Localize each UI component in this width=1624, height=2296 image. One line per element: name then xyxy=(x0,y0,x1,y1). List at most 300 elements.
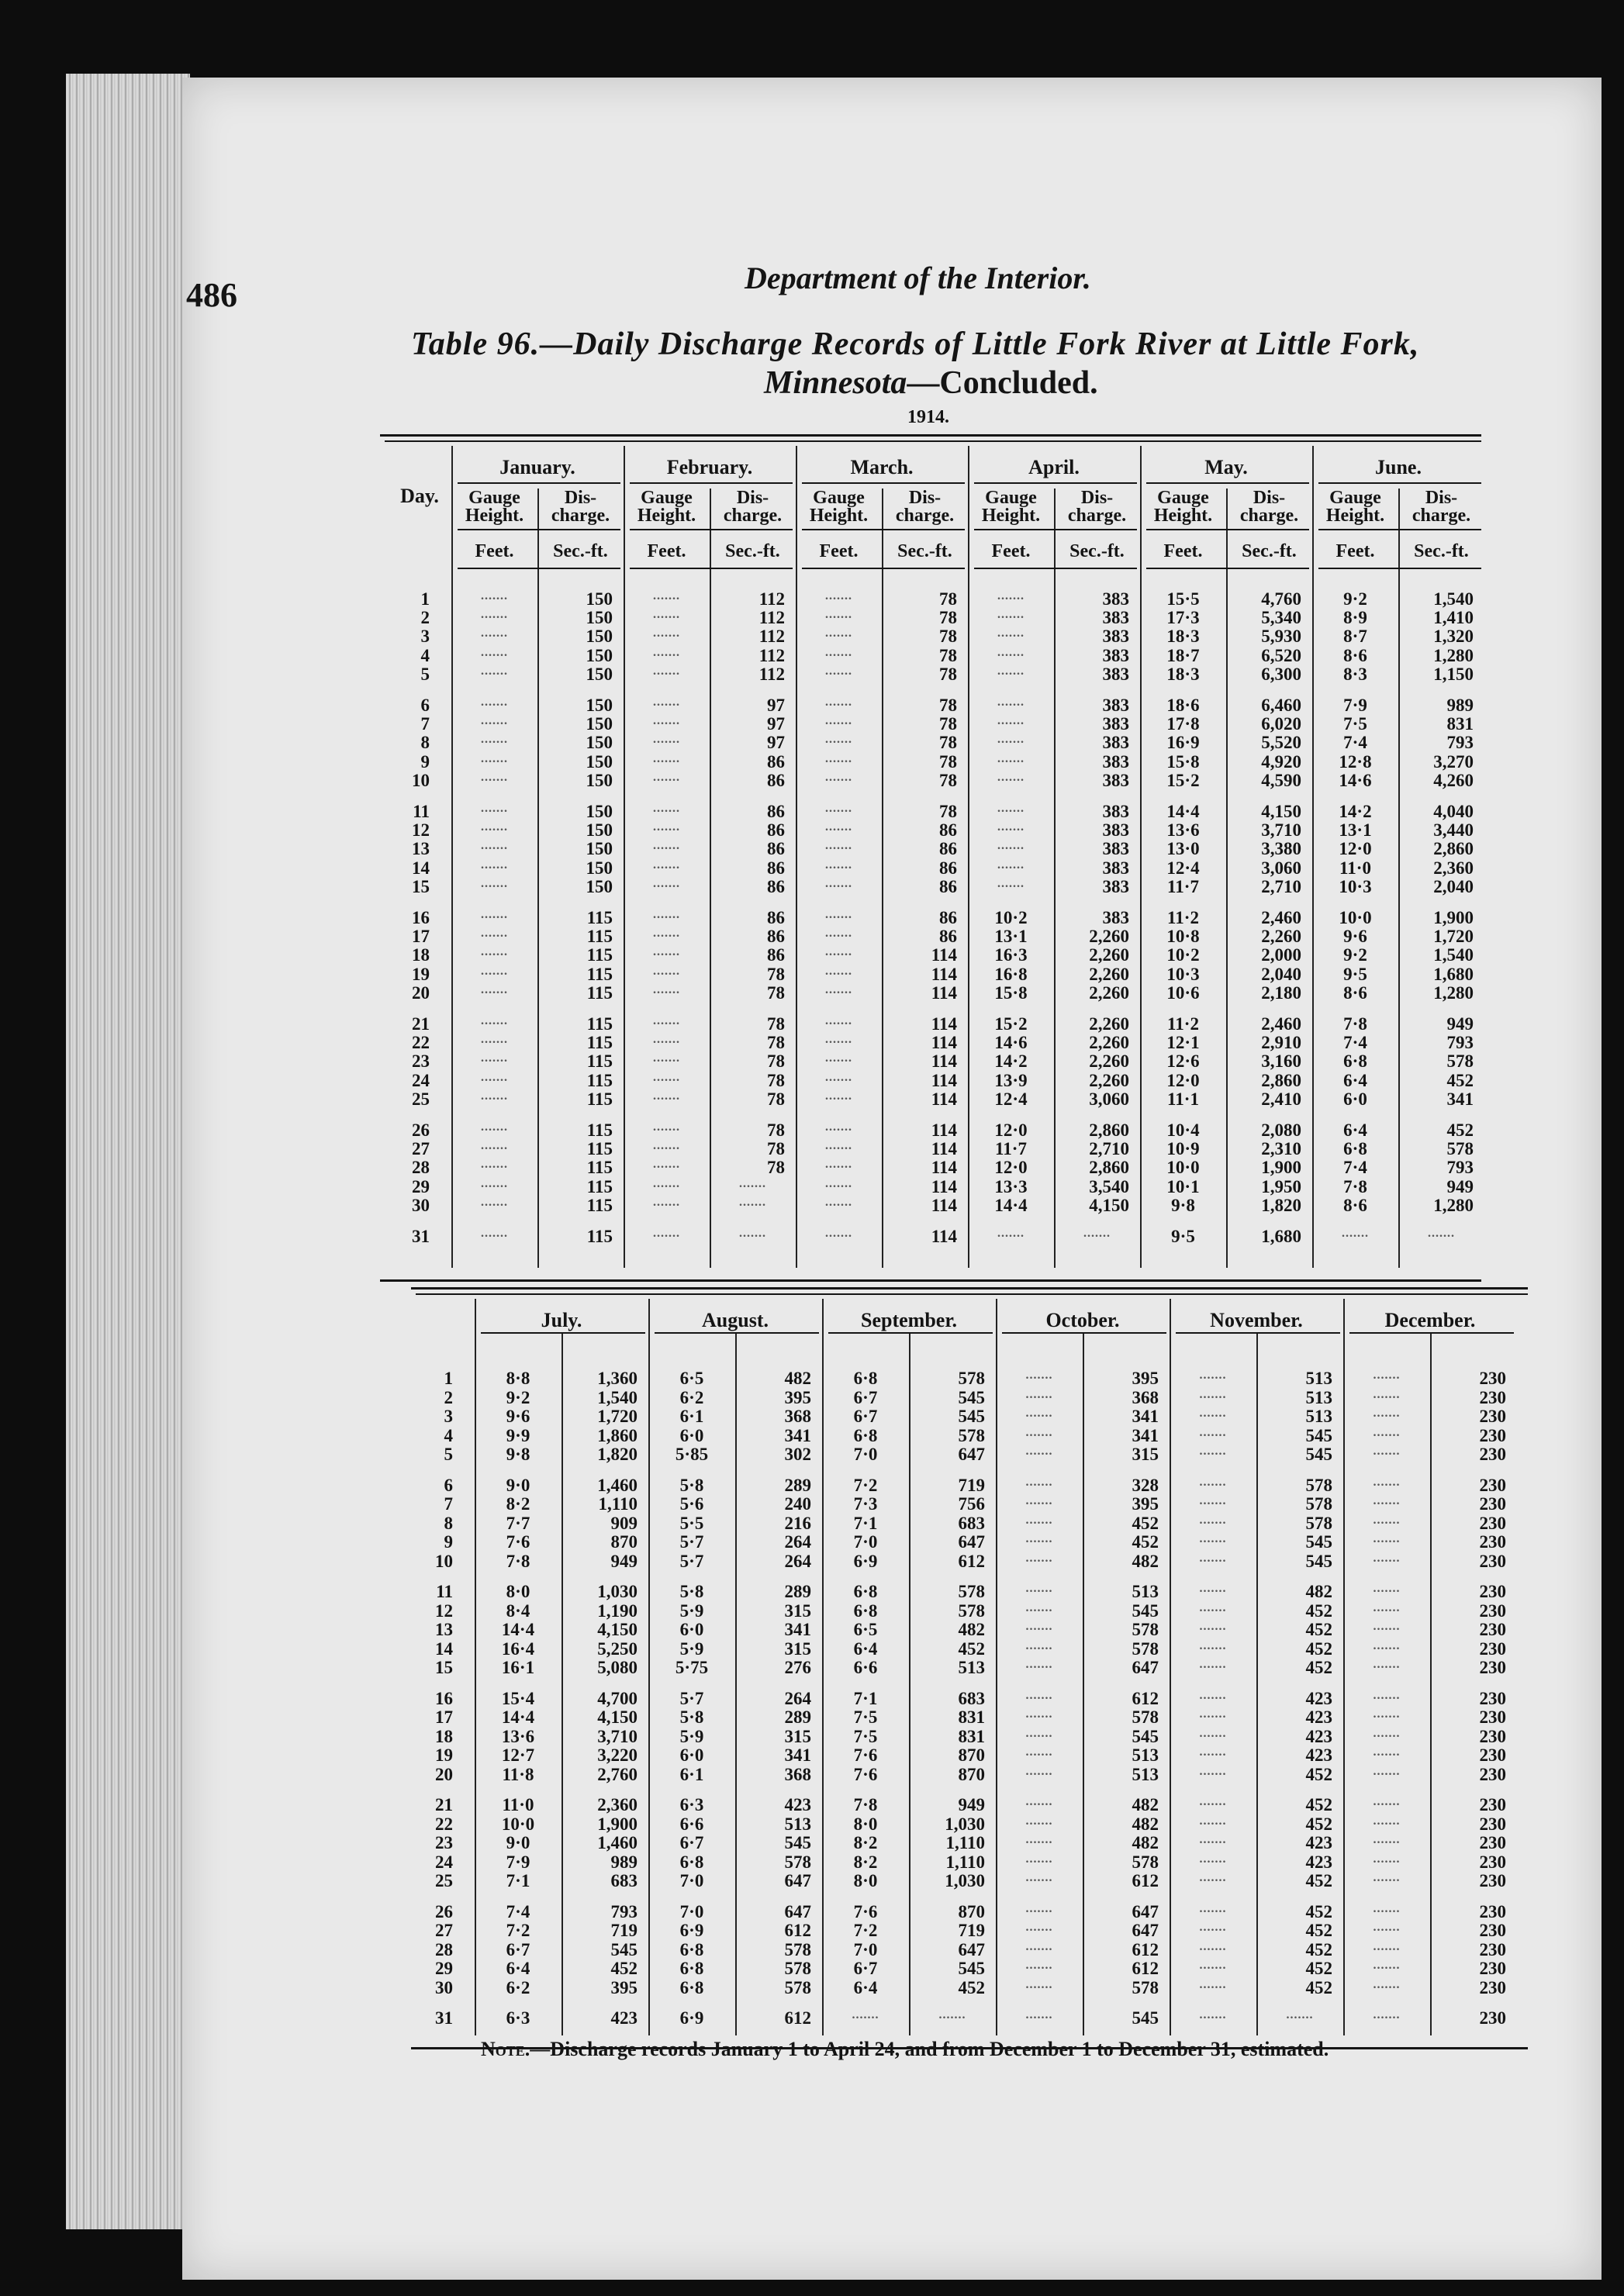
gauge-height-value: 7·4 xyxy=(506,1901,530,1921)
discharge-value: 230 xyxy=(1479,1901,1506,1921)
discharge-value: 150 xyxy=(586,839,613,859)
gauge-height-value: 5·9 xyxy=(679,1600,704,1621)
day-number: 17 xyxy=(412,927,430,947)
gauge-height-value: 8·6 xyxy=(1343,1195,1367,1215)
discharge-value: 114 xyxy=(931,964,957,984)
discharge-value: 452 xyxy=(1446,1070,1474,1090)
gauge-height-value: 9·0 xyxy=(506,1475,530,1495)
gauge-height-value: 14·2 xyxy=(994,1051,1028,1072)
discharge-value: 114 xyxy=(931,1014,957,1034)
gauge-height-value: 6·3 xyxy=(506,2008,530,2028)
discharge-value: 612 xyxy=(784,2008,811,2028)
discharge-value: 513 xyxy=(1132,1582,1159,1601)
column-rule xyxy=(996,1299,997,2035)
leader-dots: ....... xyxy=(1025,1551,1053,1565)
gauge-height-header: Gauge xyxy=(1157,488,1209,508)
leader-dots: ....... xyxy=(825,820,852,834)
day-number: 11 xyxy=(436,1582,453,1601)
discharge-value: 230 xyxy=(1479,1814,1506,1834)
discharge-value: 78 xyxy=(939,589,957,609)
leader-dots: ....... xyxy=(938,2008,966,2022)
gauge-height-value: 14·2 xyxy=(1339,802,1372,821)
gauge-height-value: 18·3 xyxy=(1166,627,1200,647)
discharge-value: 115 xyxy=(586,964,613,984)
gauge-height-value: 10·6 xyxy=(1166,982,1200,1003)
discharge-value: 578 xyxy=(958,1600,985,1621)
leader-dots: ....... xyxy=(1199,1551,1227,1565)
gauge-height-value: 5·7 xyxy=(679,1688,704,1708)
leader-dots: ....... xyxy=(481,664,508,678)
discharge-value: 423 xyxy=(610,2008,638,2028)
leader-dots: ....... xyxy=(653,608,680,622)
discharge-value: 3,440 xyxy=(1433,820,1474,841)
discharge-value: 578 xyxy=(1132,1852,1159,1872)
gauge-height-value: 10·8 xyxy=(1166,927,1200,947)
leader-dots: ....... xyxy=(481,733,508,747)
leader-dots: ....... xyxy=(1199,1939,1227,1953)
discharge-value: 150 xyxy=(586,876,613,896)
leader-dots: ....... xyxy=(1199,1688,1227,1702)
month-header: March. xyxy=(850,456,914,478)
day-number: 10 xyxy=(412,770,430,790)
leader-dots: ....... xyxy=(997,820,1025,834)
gauge-height-value: 6·8 xyxy=(853,1369,878,1388)
table-rule xyxy=(630,482,793,484)
day-number: 12 xyxy=(412,820,430,841)
day-number: 5 xyxy=(444,1445,453,1464)
column-rule xyxy=(624,446,625,1268)
discharge-value: 793 xyxy=(1446,1033,1474,1053)
leader-dots: ....... xyxy=(1025,1445,1053,1458)
discharge-value: 647 xyxy=(784,1901,811,1921)
unit-sec-ft: Sec.-ft. xyxy=(725,541,780,561)
leader-dots: ....... xyxy=(653,733,680,747)
discharge-value: 383 xyxy=(1102,714,1129,734)
discharge-value: 756 xyxy=(958,1494,985,1514)
gauge-height-value: 16·8 xyxy=(994,964,1028,984)
gauge-height-value: 7·9 xyxy=(1343,696,1367,715)
discharge-value: 3,160 xyxy=(1261,1051,1301,1072)
leader-dots: ....... xyxy=(1199,1921,1227,1934)
day-number: 21 xyxy=(435,1795,453,1814)
leader-dots: ....... xyxy=(825,964,852,978)
column-rule xyxy=(475,1299,476,2035)
gauge-height-value: 6·8 xyxy=(853,1582,878,1601)
gauge-height-value: 12·4 xyxy=(994,1089,1028,1109)
leader-dots: ....... xyxy=(653,1139,680,1153)
discharge-value: 78 xyxy=(939,696,957,715)
gauge-height-value: 14·4 xyxy=(501,1707,535,1727)
discharge-value: 545 xyxy=(784,1833,811,1852)
discharge-value: 341 xyxy=(784,1620,811,1639)
day-number: 17 xyxy=(435,1707,453,1727)
leader-dots: ....... xyxy=(1025,1600,1053,1614)
gauge-height-value: 6·7 xyxy=(853,1387,878,1407)
gauge-height-value: 14·4 xyxy=(1166,802,1200,821)
gauge-height-header: Gauge xyxy=(813,488,865,508)
leader-dots: ....... xyxy=(653,927,680,941)
discharge-value: 216 xyxy=(784,1513,811,1533)
column-rule xyxy=(1226,489,1228,1268)
leader-dots: ....... xyxy=(481,645,508,659)
discharge-value: 230 xyxy=(1479,1582,1506,1601)
discharge-value: 2,040 xyxy=(1261,964,1301,984)
gauge-height-value: 10·2 xyxy=(994,908,1028,927)
column-rule xyxy=(561,1334,563,2035)
discharge-value: 2,260 xyxy=(1089,927,1129,947)
gauge-height-value: 9·2 xyxy=(1343,945,1367,965)
leader-dots: ....... xyxy=(653,1195,680,1209)
day-number: 7 xyxy=(444,1494,453,1514)
discharge-value: 150 xyxy=(586,589,613,609)
discharge-value: 78 xyxy=(767,1033,785,1053)
gauge-height-value: 8·4 xyxy=(506,1600,530,1621)
discharge-value: 578 xyxy=(1132,1620,1159,1639)
gauge-height-value: 14·6 xyxy=(994,1033,1028,1053)
discharge-value: 2,260 xyxy=(1089,1014,1129,1034)
discharge-header: charge. xyxy=(551,506,610,526)
column-rule xyxy=(735,1334,737,2035)
table-rule xyxy=(458,568,620,569)
discharge-value: 1,030 xyxy=(597,1582,638,1601)
day-number: 4 xyxy=(444,1425,453,1445)
discharge-value: 4,150 xyxy=(597,1707,638,1727)
discharge-value: 395 xyxy=(610,1977,638,1997)
discharge-value: 683 xyxy=(958,1688,985,1708)
discharge-value: 78 xyxy=(939,770,957,790)
month-header: January. xyxy=(499,456,575,478)
leader-dots: ....... xyxy=(481,820,508,834)
gauge-height-value: 7·2 xyxy=(853,1475,878,1495)
table-rule xyxy=(1318,568,1481,569)
gauge-height-value: 8·9 xyxy=(1343,608,1367,628)
leader-dots: ....... xyxy=(1373,1425,1401,1439)
gauge-height-value: 5·75 xyxy=(675,1658,709,1677)
leader-dots: ....... xyxy=(1025,1871,1053,1884)
leader-dots: ....... xyxy=(481,945,508,959)
gauge-height-value: 10·9 xyxy=(1166,1139,1200,1159)
discharge-value: 315 xyxy=(784,1726,811,1746)
table-rule xyxy=(411,1287,1528,1290)
leader-dots: ....... xyxy=(997,802,1025,815)
table-rule xyxy=(1146,482,1309,484)
leader-dots: ....... xyxy=(653,1070,680,1084)
day-number: 3 xyxy=(444,1407,453,1426)
discharge-value: 86 xyxy=(767,839,785,859)
day-number: 25 xyxy=(412,1089,430,1109)
discharge-value: 78 xyxy=(767,1120,785,1140)
leader-dots: ....... xyxy=(653,820,680,834)
gauge-height-value: 5·5 xyxy=(679,1513,704,1533)
discharge-value: 97 xyxy=(767,696,785,715)
discharge-value: 2,910 xyxy=(1261,1033,1301,1053)
discharge-value: 452 xyxy=(1305,1921,1332,1940)
day-number: 5 xyxy=(420,664,430,684)
table-rule xyxy=(828,1332,993,1334)
leader-dots: ....... xyxy=(1373,1369,1401,1382)
leader-dots: ....... xyxy=(481,1051,508,1065)
discharge-value: 78 xyxy=(939,714,957,734)
discharge-value: 115 xyxy=(586,927,613,947)
leader-dots: ....... xyxy=(1025,1387,1053,1401)
day-number: 19 xyxy=(435,1745,453,1765)
discharge-value: 647 xyxy=(958,1939,985,1959)
discharge-value: 4,260 xyxy=(1433,770,1474,790)
discharge-value: 315 xyxy=(784,1638,811,1659)
day-number: 31 xyxy=(412,1227,430,1246)
leader-dots: ....... xyxy=(481,627,508,640)
day-number: 16 xyxy=(435,1688,453,1708)
gauge-height-header: Height. xyxy=(809,506,869,526)
discharge-header: Dis- xyxy=(1080,488,1114,508)
discharge-value: 2,860 xyxy=(1433,839,1474,859)
discharge-value: 395 xyxy=(1132,1494,1159,1514)
discharge-value: 115 xyxy=(586,1070,613,1090)
discharge-value: 2,310 xyxy=(1261,1139,1301,1159)
discharge-value: 4,700 xyxy=(597,1688,638,1708)
discharge-value: 545 xyxy=(958,1959,985,1978)
table-rule xyxy=(1146,568,1309,569)
gauge-height-value: 6·4 xyxy=(853,1977,878,1997)
discharge-value: 4,920 xyxy=(1261,751,1301,772)
discharge-value: 150 xyxy=(586,608,613,628)
discharge-value: 423 xyxy=(1305,1707,1332,1727)
discharge-value: 1,280 xyxy=(1433,982,1474,1003)
leader-dots: ....... xyxy=(653,1089,680,1103)
leader-dots: ....... xyxy=(1199,1494,1227,1507)
discharge-value: 114 xyxy=(931,1070,957,1090)
gauge-height-value: 9·0 xyxy=(506,1833,530,1852)
day-number: 30 xyxy=(412,1195,430,1215)
leader-dots: ....... xyxy=(1199,1959,1227,1972)
gauge-height-value: 5·8 xyxy=(679,1582,704,1601)
leader-dots: ....... xyxy=(825,608,852,622)
discharge-value: 647 xyxy=(958,1445,985,1464)
leader-dots: ....... xyxy=(1199,2008,1227,2022)
leader-dots: ....... xyxy=(825,839,852,853)
day-number: 6 xyxy=(444,1475,453,1495)
discharge-value: 78 xyxy=(767,964,785,984)
day-number: 13 xyxy=(412,839,430,859)
title-location: Minnesota xyxy=(764,365,907,401)
discharge-value: 545 xyxy=(1305,1445,1332,1464)
discharge-value: 1,030 xyxy=(945,1814,985,1834)
leader-dots: ....... xyxy=(1025,1425,1053,1439)
leader-dots: ....... xyxy=(1199,1600,1227,1614)
leader-dots: ....... xyxy=(825,1176,852,1190)
leader-dots: ....... xyxy=(997,714,1025,728)
discharge-value: 114 xyxy=(931,945,957,965)
leader-dots: ....... xyxy=(1025,1726,1053,1740)
leader-dots: ....... xyxy=(739,1195,766,1209)
table-title-line1: Table 96.—Daily Discharge Records of Little Fork River at Little Fork, xyxy=(411,326,1420,362)
discharge-value: 2,760 xyxy=(597,1764,638,1784)
gauge-height-value: 15·8 xyxy=(1166,751,1200,772)
gauge-height-value: 6·8 xyxy=(679,1852,704,1872)
discharge-value: 1,900 xyxy=(597,1814,638,1834)
table-rule xyxy=(481,1332,645,1334)
leader-dots: ....... xyxy=(1373,1707,1401,1721)
gauge-height-value: 7·0 xyxy=(853,1532,878,1552)
discharge-value: 150 xyxy=(586,645,613,665)
gauge-height-value: 7·8 xyxy=(1343,1176,1367,1196)
leader-dots: ....... xyxy=(481,908,508,921)
gauge-height-value: 7·5 xyxy=(1343,714,1367,734)
discharge-value: 86 xyxy=(939,839,957,859)
month-header: December. xyxy=(1384,1309,1476,1331)
gauge-height-value: 15·4 xyxy=(501,1688,535,1708)
leader-dots: ....... xyxy=(1373,1638,1401,1652)
gauge-height-value: 6·8 xyxy=(853,1600,878,1621)
day-number: 8 xyxy=(420,733,430,753)
gauge-height-value: 18·6 xyxy=(1166,696,1200,715)
discharge-value: 150 xyxy=(586,696,613,715)
gauge-height-value: 14·4 xyxy=(994,1195,1028,1215)
leader-dots: ....... xyxy=(653,858,680,872)
day-number: 4 xyxy=(420,645,430,665)
discharge-value: 3,270 xyxy=(1433,751,1474,772)
table-title-line2 xyxy=(764,364,1098,402)
leader-dots: ....... xyxy=(997,1227,1025,1240)
leader-dots: ....... xyxy=(1373,1764,1401,1778)
month-header: July. xyxy=(541,1309,582,1331)
discharge-value: 383 xyxy=(1102,908,1129,927)
discharge-value: 612 xyxy=(958,1551,985,1571)
discharge-value: 78 xyxy=(767,1070,785,1090)
gauge-height-value: 5·7 xyxy=(679,1551,704,1571)
discharge-value: 150 xyxy=(586,751,613,772)
day-number: 29 xyxy=(412,1176,430,1196)
leader-dots: ....... xyxy=(1025,1921,1053,1934)
discharge-value: 3,380 xyxy=(1261,839,1301,859)
discharge-value: 1,280 xyxy=(1433,645,1474,665)
gauge-height-value: 6·7 xyxy=(506,1939,530,1959)
discharge-value: 2,260 xyxy=(1089,945,1129,965)
day-number: 20 xyxy=(412,982,430,1003)
leader-dots: ....... xyxy=(481,876,508,890)
leader-dots: ....... xyxy=(1373,2008,1401,2022)
discharge-value: 115 xyxy=(586,1033,613,1053)
leader-dots: ....... xyxy=(1025,1852,1053,1866)
gauge-height-value: 12·0 xyxy=(1166,1070,1200,1090)
gauge-height-value: 16·3 xyxy=(994,945,1028,965)
discharge-value: 150 xyxy=(586,627,613,647)
discharge-value: 423 xyxy=(784,1795,811,1814)
discharge-value: 4,040 xyxy=(1433,802,1474,821)
leader-dots: ....... xyxy=(1199,1795,1227,1808)
gauge-height-value: 13·3 xyxy=(994,1176,1028,1196)
leader-dots: ....... xyxy=(1025,1959,1053,1972)
month-header: May. xyxy=(1204,456,1248,478)
gauge-height-value: 15·2 xyxy=(1166,770,1200,790)
day-number: 1 xyxy=(444,1369,453,1388)
leader-dots: ....... xyxy=(481,964,508,978)
discharge-value: 276 xyxy=(784,1658,811,1677)
discharge-value: 230 xyxy=(1479,1387,1506,1407)
discharge-value: 2,080 xyxy=(1261,1120,1301,1140)
leader-dots: ....... xyxy=(997,664,1025,678)
discharge-value: 383 xyxy=(1102,858,1129,878)
gauge-height-value: 6·4 xyxy=(853,1638,878,1659)
discharge-value: 452 xyxy=(1305,1600,1332,1621)
leader-dots: ....... xyxy=(825,733,852,747)
leader-dots: ....... xyxy=(1025,1658,1053,1671)
leader-dots: ....... xyxy=(481,858,508,872)
gauge-height-value: 6·9 xyxy=(679,1921,704,1940)
gauge-height-value: 8·6 xyxy=(1343,645,1367,665)
discharge-value: 452 xyxy=(1305,1814,1332,1834)
leader-dots: ....... xyxy=(1199,1764,1227,1778)
gauge-height-value: 7·6 xyxy=(853,1901,878,1921)
discharge-value: 78 xyxy=(939,664,957,684)
gauge-height-value: 9·2 xyxy=(1343,589,1367,609)
gauge-height-value: 13·6 xyxy=(501,1726,535,1746)
leader-dots: ....... xyxy=(653,908,680,921)
discharge-value: 78 xyxy=(939,608,957,628)
discharge-value: 545 xyxy=(958,1407,985,1426)
discharge-value: 112 xyxy=(758,608,785,628)
discharge-value: 230 xyxy=(1479,1658,1506,1677)
discharge-value: 513 xyxy=(1305,1407,1332,1426)
discharge-value: 78 xyxy=(939,627,957,647)
discharge-value: 114 xyxy=(931,1033,957,1053)
discharge-value: 719 xyxy=(958,1921,985,1940)
discharge-value: 150 xyxy=(586,802,613,821)
discharge-value: 78 xyxy=(767,1014,785,1034)
gauge-height-value: 11·0 xyxy=(1339,858,1371,878)
gauge-height-value: 5·8 xyxy=(679,1707,704,1727)
discharge-value: 545 xyxy=(1132,2008,1159,2028)
day-number: 11 xyxy=(413,802,430,821)
leader-dots: ....... xyxy=(997,770,1025,784)
discharge-value: 97 xyxy=(767,733,785,753)
leader-dots: ....... xyxy=(653,714,680,728)
discharge-value: 240 xyxy=(784,1494,811,1514)
gauge-height-header: Gauge xyxy=(468,488,520,508)
leader-dots: ....... xyxy=(825,751,852,765)
leader-dots: ....... xyxy=(1199,1475,1227,1489)
discharge-value: 395 xyxy=(784,1387,811,1407)
discharge-value: 114 xyxy=(931,1195,957,1215)
discharge-value: 150 xyxy=(586,664,613,684)
discharge-value: 1,190 xyxy=(597,1600,638,1621)
discharge-value: 3,540 xyxy=(1089,1176,1129,1196)
discharge-value: 114 xyxy=(931,1120,957,1140)
leader-dots: ....... xyxy=(1373,1814,1401,1828)
leader-dots: ....... xyxy=(653,589,680,602)
discharge-value: 482 xyxy=(1132,1795,1159,1814)
discharge-value: 647 xyxy=(1132,1901,1159,1921)
gauge-height-value: 8·0 xyxy=(506,1582,530,1601)
unit-feet: Feet. xyxy=(1335,541,1375,561)
leader-dots: ....... xyxy=(653,696,680,709)
discharge-value: 2,860 xyxy=(1089,1158,1129,1178)
discharge-value: 578 xyxy=(958,1425,985,1445)
leader-dots: ....... xyxy=(1025,2008,1053,2022)
month-header: October. xyxy=(1045,1309,1120,1331)
discharge-value: 1,360 xyxy=(597,1369,638,1388)
table-rule xyxy=(416,1293,1528,1295)
discharge-value: 949 xyxy=(1446,1176,1474,1196)
leader-dots: ....... xyxy=(481,696,508,709)
discharge-value: 383 xyxy=(1102,876,1129,896)
leader-dots: ....... xyxy=(481,1120,508,1134)
gauge-height-value: 6·9 xyxy=(679,2008,704,2028)
table-rule xyxy=(974,568,1137,569)
discharge-value: 112 xyxy=(758,664,785,684)
column-rule xyxy=(537,489,539,1268)
month-header: June. xyxy=(1375,456,1422,478)
